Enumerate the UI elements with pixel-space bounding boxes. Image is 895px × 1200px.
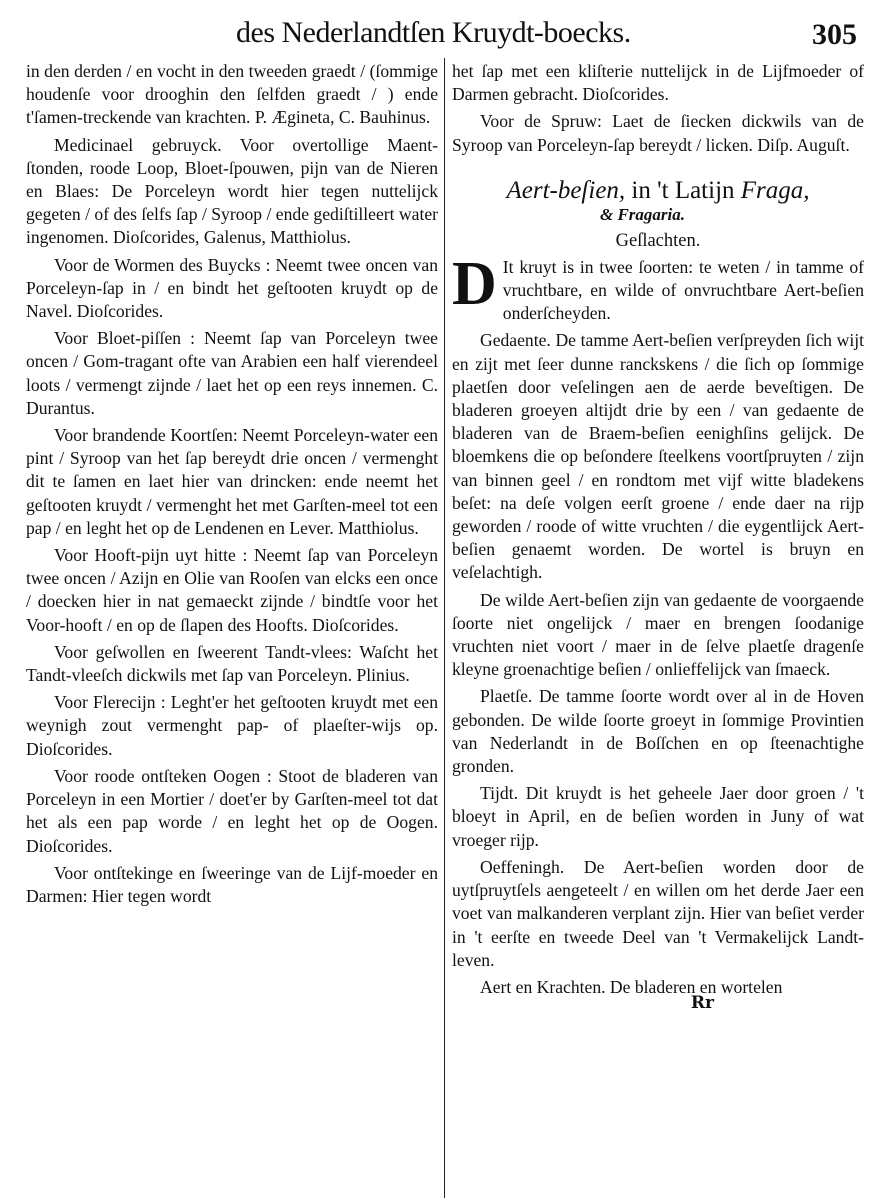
right-column: [452, 60, 864, 1013]
page-title: des Nederlandtſen Kruydt-boecks.: [236, 16, 631, 49]
left-para-6: Voor geſwollen en ſweerent Tandt-vlees: Waſcht het Tandt-vleeſch dickwils met ſap van Porceleyn. Plinius.: [26, 641, 438, 686]
section-subtitle: & Fragaria.: [600, 204, 686, 224]
right-para-1: Voor de Spruw: Laet de ſiecken dickwils van de Syroop van Porceleyn-ſap bereydt / licken. Diſp. Auguſt.: [452, 111, 864, 155]
right-para-gedaente: Gedaente. De tamme Aert-beſien verſpreyden ſich wijt en zijt met ſeer dunne ranckskens / die ſich op ſommige plaetſen door veſelingen aen de aerde beveſtigen. De bladeren groeyen altijdt drie by een / van gedaente de bladeren van de Braem-beſien eenighſins gelijck. De bloemkens die op beſondere ſteelkens voortſpruyten / zijn van binnen geel / en rondtom met vijf witte bladekens beſet: na deſe volgen eerſt groene / ende daer na rijp geworden / roode of witte vruchten / die eygentlijck Aert-beſien genaemt worden. De wortel is bruyn en veſelachtigh.: [452, 330, 864, 583]
signature-mark: Rr: [690, 993, 714, 1014]
running-head: [0, 14, 895, 58]
dropcap-para-text: It kruyt is in twee ſoorten: te weten / in tamme of vruchtbare, en wilde of onvruchtbare Aert-beſien onderſcheyden.: [502, 256, 864, 324]
page-number: 305: [812, 18, 857, 51]
section-title: [452, 177, 864, 205]
subheading-geslachten: Geſlachten.: [615, 230, 701, 251]
left-para-8: Voor roode ontſteken Oogen : Stoot de bladeren van Porceleyn in een Mortier / doet'er by Garſten-meel tot dat het als een pap worde / en leght het op de Oogen. Dioſcorides.: [26, 765, 438, 856]
section-title-mid: in 't Latijn: [631, 176, 735, 204]
right-para-wilde: De wilde Aert-beſien zijn van gedaente de voorgaende ſoorte niet ongelijck / maer en brengen ſoodanige vruchten niet voort / maer in de ſelve plaetſe dragenſe kleyne groenachtige beſien / onlieffelijck van ſmaeck.: [452, 589, 864, 680]
right-para-tijdt: Tijdt. Dit kruydt is het geheele Jaer door groen / 't bloeyt in April, en de beſien worden in Juny of wat vroeger rijp.: [452, 783, 864, 850]
drop-cap-letter: D: [452, 249, 497, 318]
left-para-5: Voor Hooft-pijn uyt hitte : Neemt ſap van Porceleyn twee oncen / Azijn en Olie van Rooſen van elcks een once / doecken hier in nat gemaeckt zijnde / bindtſe voor het Voor-hooft / en op de ſlapen des Hoofts. Dioſcorides.: [26, 545, 438, 635]
column-divider: [444, 58, 445, 1198]
left-para-4: Voor brandende Koortſen: Neemt Porceleyn-water een pint / Syroop van het ſap bereydt drie oncen / vermenght dit te ſamen en laet hier van drincken: ende neemt het geſtooten kruydt / vermenght het met Garſten-meel tot een pap / en leght het op de Lendenen en Lever. Matthiolus.: [26, 425, 438, 538]
left-para-2: Voor de Wormen des Buycks : Neemt twee oncen van Porceleyn-ſap in / en bindt het geſtooten kruydt op de Navel. Dioſcorides.: [26, 254, 438, 322]
right-para-aert-krachten: Aert en Krachten. De bladeren en wortelen: [480, 976, 783, 997]
left-para-1: Medicinael gebruyck. Voor overtollige Maent-ſtonden, roode Loop, Bloet-ſpouwen, pijn van de Nieren en Blaes: De Porceleyn wordt hier tegen nuttelijck gegeten / of des ſelfs ſap / Syroop / ende gediſtilleert water ingenomen. Dioſcorides, Galenus, Matthiolus.: [26, 134, 438, 248]
left-column: [26, 60, 438, 908]
left-para-3: Voor Bloet-piſſen : Neemt ſap van Porceleyn twee oncen / Gom-tragant ofte van Arabien een half vierendeel loots / vermengt zijnde / laet het op een reys innemen. C. Durantus.: [26, 328, 438, 418]
section-title-latin: Fraga,: [740, 176, 810, 204]
left-para-0: in den derden / en vocht in den tweeden graedt / (ſommige houdenſe voor drooghin den ſelfden graedt / ) ende t'ſamen-treckende van krachten. P. Ægineta, C. Bauhinus.: [26, 61, 438, 128]
right-para-0: het ſap met een kliſterie nuttelijck in de Lijfmoeder of Darmen gebracht. Dioſcorides.: [452, 61, 864, 105]
left-para-7: Voor Flerecijn : Leght'er het geſtooten kruydt met een weynigh zout vermenght pap- of plaeſter-wijs op. Dioſcorides.: [26, 692, 438, 759]
right-para-dropcap: [452, 249, 864, 326]
right-para-oeffeningh: Oeffeningh. De Aert-beſien worden door de uytſpruytſels aengeteelt / en willen om het derde Jaer een voet van malkanderen verplant zijn. Hier van beſiet verder in 't eerſte en tweede Deel van 't Vermakelijck Landt-leven.: [452, 856, 864, 970]
section-title-name: Aert-beſien,: [506, 176, 626, 204]
left-para-9: Voor ontſtekinge en ſweeringe van de Lijf-moeder en Darmen: Hier tegen wordt: [26, 862, 438, 906]
right-para-plaetse: Plaetſe. De tamme ſoorte wordt over al in de Hoven gebonden. De wilde ſoorte groeyt in ſommige Provintien van Nederlandt in de Boſſchen en op ſteenachtighe gronden.: [452, 686, 864, 777]
